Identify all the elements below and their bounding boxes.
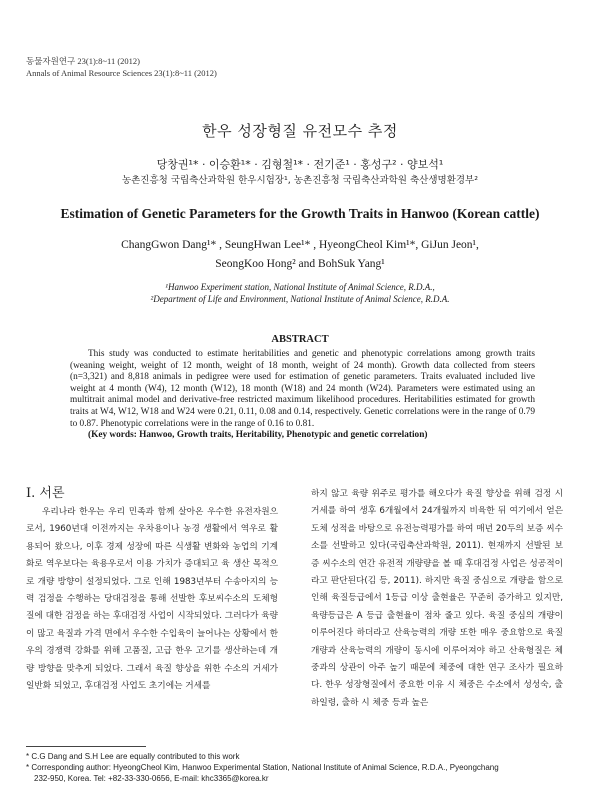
abstract-body [70,349,535,442]
affiliation-2: ²Department of Life and Environment, National Institute of Animal Science, R.D.A. [150,294,450,304]
journal-citation-english: Annals of Animal Resource Sciences 23(1):8~11 (2012) [26,68,217,78]
english-authors-line2: SeongKoo Hong² and BohSuk Yang¹ [215,258,385,270]
section-heading-introduction: I. 서론 [26,486,65,501]
left-column [26,484,278,695]
korean-authors: 당창권¹* · 이승환¹* · 김형철¹* · 전기준¹ · 홍성구² · 양보석¹ [156,158,444,171]
korean-affiliation: 농촌진흥청 국립축산과학원 한우시험장¹, 농촌진흥청 국립축산과학원 축산생명환경부² [121,175,479,186]
footnote-corresponding-author: * Corresponding author: HyeongCheol Kim, Hanwoo Experimental Station, National Institute of Animal Science, R.D.A., Pyeongchang [26,763,499,772]
footnote-equal-contribution: * C.G Dang and S.H Lee are equally contributed to this work [26,752,240,761]
footnote-divider [26,746,146,747]
affiliation-1: ¹Hanwoo Experiment station, National Institute of Animal Science, R.D.A., [165,282,435,292]
abstract-keywords: (Key words: Hanwoo, Growth traits, Heritability, Phenotypic and genetic correlation) [88,430,428,441]
footnote-contact: 232-950, Korea. Tel: +82-33-330-0656, E-mail: khc3365@korea.kr [34,774,269,783]
intro-paragraph-right: 하지 않고 육량 위주로 평가를 해오다가 육질 향상을 위해 검정 시 거세를 하여 생후 6개월에서 24개월까지 비육한 뒤 여기에서 얻은 도체 성적을 바탕으로 유전능력평가를 하여 매년 20두의 보증 씨수소를 선발하고 있다(국립축산과학원, 2011). 현재까지 선발된 보증 씨수소의 연간 유전적 개량량을 볼 때 후대검정 사업은 성공적이라고 판단된다(김 등, 2011). 하지만 육질 중심으로 개량을 함으로 인해 육질등급에서 1등급 이상 출현율은 꾸준히 증가하고 있지만, 육량등급은 A 등급 출현율이 점차 줄고 있다. 육질 중심의 개량이 이루어진다 하더라고 산육능력의 개량 또한 매우 중요함으로 육질 개량과 산육능력의 개량이 동시에 이루어져야 하고 산육형질은 체중과의 상관이 아주 높기 때문에 체중에 대한 연구 조사가 필요하다. 한우 성장형질에서 중요한 이유 시 체중은 수소에서 성성숙, 출하일령, 출하 시 체중 등과 높은 [311,489,563,708]
korean-title: 한우 성장형질 유전모수 추정 [202,122,398,140]
abstract-text: This study was conducted to estimate heritabilities and genetic and phenotypic correlations among growth traits (weaning weight, weight of 12 month, weight of 18 month, weight of 24 month). Growth data collected from steers (n=3,321) and 8,818 animals in pedigree were used for estimation of genetic parameters. Traits evaluated included live weight at 4 month (W4), 12 month (W12), 18 month (W18) and 24 month (W24). Parameters were estimated using an multitrait animal model and derivative-free restricted maximum likelihood procedures. Heritabilities estimated for growth traits at W4, W12, W18 and W24 were 0.21, 0.11, 0.08 and 0.14, respectively. Genetic correlations were in the range of 0.79 to 0.87. Phenotypic correlations were in the range of 0.16 to 0.81. [70,349,535,429]
english-authors [60,236,540,274]
intro-paragraph-left: 우리나라 한우는 우리 민족과 함께 살아온 우수한 유전자원으로서, 1960년대 이전까지는 우차용이나 농경 생활에서 역우로 활용되어 왔으나, 이후 경제 성장에 따른 식생활 변화와 농업의 기계화로 역우보다는 육용우로서 이용 가치가 증대되고 육 생산 목적으로 개량 방향이 설정되었다. 그로 인해 1983년부터 수송아지의 능력 검정을 수행하는 당대검정을 통해 선발한 후보씨수소의 도체형질에 대한 검정을 하는 후대검정 사업이 시작되었다. 그러다가 육량이 많고 육질과 가격 면에서 우수한 수입육이 늘어나는 상황에서 한우의 경쟁력 강화를 위해 고품질, 고급 한우 고기를 생산하는데 개량 방향을 맞추게 되었다. 그래서 육질 향상을 위한 수소의 거세가 일반화 되었고, 후대검정 사업도 초기에는 거세를 [26,507,278,692]
footnotes [26,751,571,784]
english-affiliations [40,281,560,305]
english-authors-line1: ChangGwon Dang¹* , SeungHwan Lee¹* , HyeongCheol Kim¹*, GiJun Jeon¹, [121,239,479,251]
english-title: Estimation of Genetic Parameters for the Growth Traits in Hanwoo (Korean cattle) [60,206,540,221]
journal-header [26,55,217,79]
journal-citation-korean: 동물자원연구 23(1):8~11 (2012) [26,56,140,66]
abstract-heading: ABSTRACT [271,334,329,345]
right-column [311,486,563,712]
